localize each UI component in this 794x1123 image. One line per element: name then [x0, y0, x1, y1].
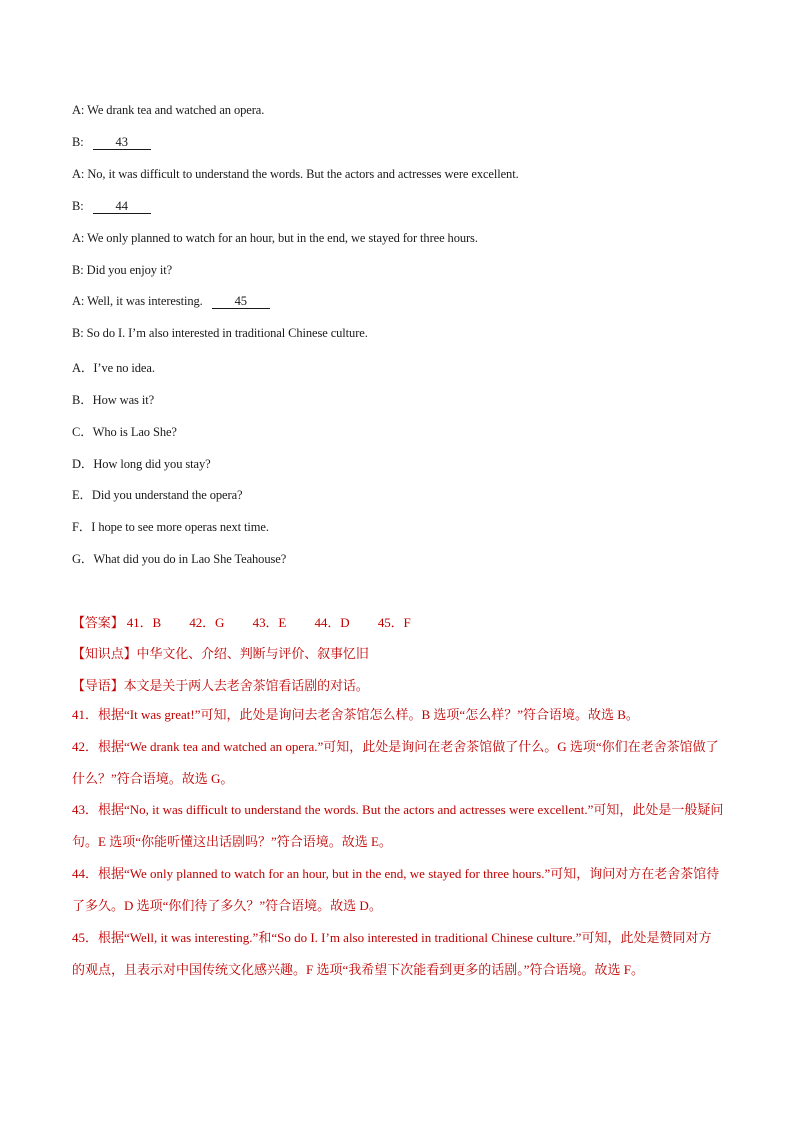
dialogue-text: We only planned to watch for an hour, but in the end, we stayed for three hours. [87, 231, 478, 245]
speaker-label: A: [72, 294, 85, 308]
speaker-label: B: [72, 263, 84, 277]
answer-item: 45．F [377, 615, 411, 630]
dialogue-line [72, 167, 519, 182]
speaker-label: B: [72, 199, 84, 213]
guide-line [72, 675, 369, 694]
speaker-label: B: [72, 135, 84, 149]
dialogue-text: No, it was difficult to understand the words. But the actors and actresses were excellent. [87, 167, 519, 181]
speaker-label: A: [72, 231, 85, 245]
knowledge-label: 【知识点】 [72, 646, 137, 661]
answer-item: 42．G [189, 615, 225, 630]
dialogue-text: So do I. I’m also interested in traditional Chinese culture. [86, 326, 368, 340]
option-item: E．Did you understand the opera? [72, 488, 243, 502]
dialogue-line [72, 263, 172, 278]
dialogue-text: Well, it was interesting. [87, 294, 203, 308]
option-item: D．How long did you stay? [72, 457, 211, 471]
speaker-label: A: [72, 103, 85, 117]
answer-item: 43．E [252, 615, 287, 630]
knowledge-points [72, 643, 369, 662]
explanation: 42．根据“We drank tea and watched an opera.”可知，此处是询问在老舍茶馆做了什么。G 选项“你们在老舍茶馆做了什么？”符合语境。故选 G。 [72, 739, 719, 786]
guide-text: 本文是关于两人去老舍茶馆看话剧的对话。 [123, 678, 369, 693]
dialogue-text: Did you enjoy it? [86, 263, 173, 277]
dialogue-line [72, 199, 151, 214]
speaker-label: A: [72, 167, 85, 181]
dialogue-line [72, 103, 264, 118]
answer-item: 41．B [126, 615, 162, 630]
explanation: 45．根据“Well, it was interesting.”和“So do I. I’m also interested in traditional Chinese culture.”可知，此处是赞同对方的观点，且表示对中国传统文化感兴趣。F 选项“我希望下次能看到更多的话剧。”符合语境。故选 F。 [72, 930, 712, 977]
answer-item: 44．D [314, 615, 350, 630]
option-item: F．I hope to see more operas next time. [72, 520, 269, 534]
knowledge-text: 中华文化、介绍、判断与评价、叙事忆旧 [136, 646, 369, 661]
answer-blank: 45 [212, 295, 270, 309]
dialogue-line [72, 231, 478, 246]
answer-blank: 43 [93, 136, 151, 150]
answer-label: 【答案】 [72, 615, 124, 630]
dialogue-line [72, 326, 368, 341]
option-item: A．I’ve no idea. [72, 361, 155, 375]
guide-label: 【导语】 [72, 678, 124, 693]
speaker-label: B: [72, 326, 84, 340]
explanation: 41．根据“It was great!”可知，此处是询问去老舍茶馆怎么样。B 选项“怎么样？”符合语境。故选 B。 [72, 707, 639, 722]
dialogue-text: We drank tea and watched an opera. [87, 103, 265, 117]
dialogue-line [72, 294, 270, 309]
option-item: G．What did you do in Lao She Teahouse? [72, 552, 287, 566]
answer-key [72, 612, 411, 631]
explanation: 44．根据“We only planned to watch for an hour, but in the end, we stayed for three hours.”可知，询问对方在老舍茶馆待了多久。D 选项“你们待了多久？”符合语境。故选 D。 [72, 866, 720, 913]
explanation: 43．根据“No, it was difficult to understand the words. But the actors and actresses were excellent.”可知，此处是一般疑问句。E 选项“你能听懂这出话剧吗？”符合语境。故选 E。 [72, 802, 724, 849]
option-item: B．How was it? [72, 393, 155, 407]
answer-blank: 44 [93, 200, 151, 214]
dialogue-line [72, 135, 151, 150]
option-item: C．Who is Lao She? [72, 425, 177, 439]
